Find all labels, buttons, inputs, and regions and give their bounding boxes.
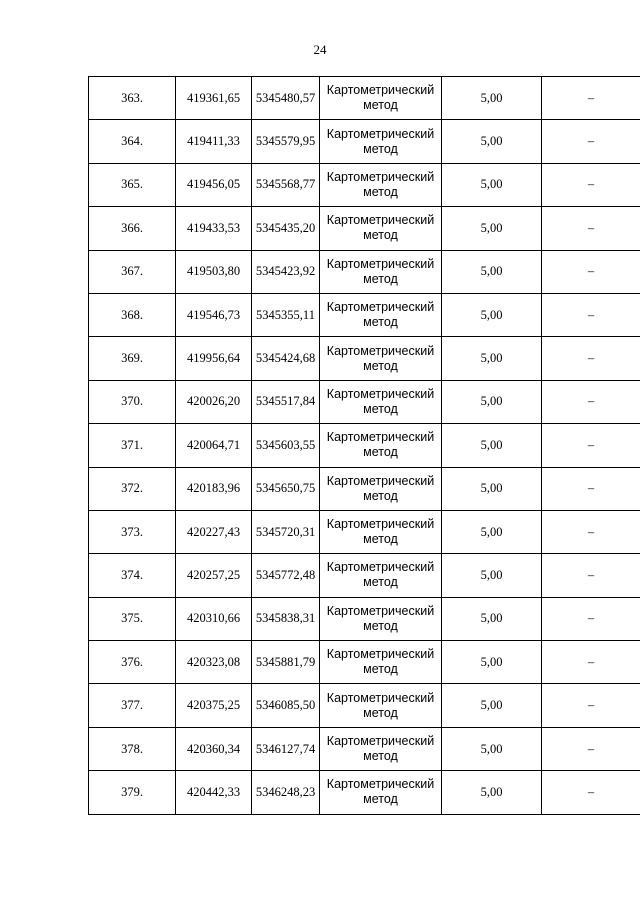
point-number-cell: 364. (89, 120, 176, 163)
method-line-1: Картометрический (326, 734, 435, 749)
method-line-1: Картометрический (326, 213, 435, 228)
x-coordinate-cell: 420323,08 (176, 641, 252, 684)
method-line-2: метод (363, 98, 398, 113)
point-number-cell: 369. (89, 337, 176, 380)
table-row (89, 597, 640, 640)
accuracy-cell: 5,00 (442, 727, 542, 770)
table-row (89, 380, 640, 423)
x-coordinate-cell: 420183,96 (176, 467, 252, 510)
table-row (89, 163, 640, 206)
accuracy-cell: 5,00 (442, 163, 542, 206)
method-cell (320, 424, 442, 467)
note-cell: – (542, 380, 640, 423)
table-row (89, 554, 640, 597)
point-number-cell: 370. (89, 380, 176, 423)
note-cell: – (542, 727, 640, 770)
method-line-2: метод (363, 401, 398, 416)
method-line-2: метод (363, 184, 398, 199)
method-cell (320, 684, 442, 727)
y-coordinate-cell: 5346127,74 (252, 727, 320, 770)
y-coordinate-cell: 5345603,55 (252, 424, 320, 467)
x-coordinate-cell: 419361,65 (176, 77, 252, 120)
table-row (89, 250, 640, 293)
point-number-cell: 377. (89, 684, 176, 727)
x-coordinate-cell: 419546,73 (176, 293, 252, 336)
method-line-2: метод (363, 358, 398, 373)
method-line-2: метод (363, 749, 398, 764)
table-row (89, 727, 640, 770)
method-line-1: Картометрический (326, 777, 435, 792)
accuracy-cell: 5,00 (442, 207, 542, 250)
method-cell (320, 727, 442, 770)
x-coordinate-cell: 420227,43 (176, 510, 252, 553)
method-cell (320, 510, 442, 553)
table-row (89, 207, 640, 250)
accuracy-cell: 5,00 (442, 337, 542, 380)
y-coordinate-cell: 5345772,48 (252, 554, 320, 597)
method-line-2: метод (363, 271, 398, 286)
accuracy-cell: 5,00 (442, 77, 542, 120)
method-line-1: Картометрический (326, 473, 435, 488)
method-cell (320, 77, 442, 120)
method-cell (320, 554, 442, 597)
method-line-2: метод (363, 445, 398, 460)
table-row (89, 293, 640, 336)
method-line-2: метод (363, 315, 398, 330)
point-number-cell: 379. (89, 771, 176, 814)
y-coordinate-cell: 5345480,57 (252, 77, 320, 120)
table-row (89, 77, 640, 120)
accuracy-cell: 5,00 (442, 120, 542, 163)
note-cell: – (542, 77, 640, 120)
method-line-1: Картометрический (326, 169, 435, 184)
note-cell: – (542, 163, 640, 206)
x-coordinate-cell: 419456,05 (176, 163, 252, 206)
accuracy-cell: 5,00 (442, 597, 542, 640)
note-cell: – (542, 207, 640, 250)
x-coordinate-cell: 420310,66 (176, 597, 252, 640)
y-coordinate-cell: 5346085,50 (252, 684, 320, 727)
point-number-cell: 378. (89, 727, 176, 770)
note-cell: – (542, 510, 640, 553)
y-coordinate-cell: 5345720,31 (252, 510, 320, 553)
x-coordinate-cell: 420064,71 (176, 424, 252, 467)
note-cell: – (542, 293, 640, 336)
y-coordinate-cell: 5345838,31 (252, 597, 320, 640)
method-line-1: Картометрический (326, 256, 435, 271)
note-cell: – (542, 120, 640, 163)
table-row (89, 641, 640, 684)
coordinates-table-body (89, 77, 640, 815)
table-row (89, 771, 640, 814)
accuracy-cell: 5,00 (442, 380, 542, 423)
method-line-2: метод (363, 488, 398, 503)
x-coordinate-cell: 419411,33 (176, 120, 252, 163)
note-cell: – (542, 771, 640, 814)
method-cell (320, 641, 442, 684)
method-cell (320, 467, 442, 510)
method-cell (320, 293, 442, 336)
y-coordinate-cell: 5346248,23 (252, 771, 320, 814)
point-number-cell: 375. (89, 597, 176, 640)
table-row (89, 684, 640, 727)
point-number-cell: 365. (89, 163, 176, 206)
method-cell (320, 250, 442, 293)
x-coordinate-cell: 420375,25 (176, 684, 252, 727)
method-line-1: Картометрический (326, 126, 435, 141)
note-cell: – (542, 641, 640, 684)
x-coordinate-cell: 420026,20 (176, 380, 252, 423)
table-row (89, 337, 640, 380)
x-coordinate-cell: 419433,53 (176, 207, 252, 250)
point-number-cell: 373. (89, 510, 176, 553)
method-line-1: Картометрический (326, 603, 435, 618)
method-line-1: Картометрический (326, 300, 435, 315)
table-row (89, 467, 640, 510)
accuracy-cell: 5,00 (442, 250, 542, 293)
point-number-cell: 366. (89, 207, 176, 250)
point-number-cell: 368. (89, 293, 176, 336)
method-cell (320, 597, 442, 640)
method-cell (320, 771, 442, 814)
accuracy-cell: 5,00 (442, 771, 542, 814)
y-coordinate-cell: 5345424,68 (252, 337, 320, 380)
y-coordinate-cell: 5345579,95 (252, 120, 320, 163)
method-cell (320, 337, 442, 380)
note-cell: – (542, 597, 640, 640)
method-line-2: метод (363, 792, 398, 807)
method-line-1: Картометрический (326, 83, 435, 98)
note-cell: – (542, 684, 640, 727)
accuracy-cell: 5,00 (442, 424, 542, 467)
table-row (89, 120, 640, 163)
x-coordinate-cell: 420442,33 (176, 771, 252, 814)
point-number-cell: 374. (89, 554, 176, 597)
y-coordinate-cell: 5345568,77 (252, 163, 320, 206)
point-number-cell: 371. (89, 424, 176, 467)
note-cell: – (542, 250, 640, 293)
x-coordinate-cell: 420257,25 (176, 554, 252, 597)
x-coordinate-cell: 419956,64 (176, 337, 252, 380)
point-number-cell: 376. (89, 641, 176, 684)
method-line-1: Картометрический (326, 560, 435, 575)
accuracy-cell: 5,00 (442, 641, 542, 684)
accuracy-cell: 5,00 (442, 467, 542, 510)
x-coordinate-cell: 419503,80 (176, 250, 252, 293)
coordinates-table (88, 76, 640, 815)
point-number-cell: 367. (89, 250, 176, 293)
method-line-1: Картометрический (326, 647, 435, 662)
note-cell: – (542, 424, 640, 467)
y-coordinate-cell: 5345355,11 (252, 293, 320, 336)
method-line-2: метод (363, 532, 398, 547)
y-coordinate-cell: 5345517,84 (252, 380, 320, 423)
method-line-1: Картометрический (326, 430, 435, 445)
method-line-1: Картометрический (326, 343, 435, 358)
point-number-cell: 363. (89, 77, 176, 120)
point-number-cell: 372. (89, 467, 176, 510)
method-line-2: метод (363, 575, 398, 590)
y-coordinate-cell: 5345650,75 (252, 467, 320, 510)
y-coordinate-cell: 5345881,79 (252, 641, 320, 684)
accuracy-cell: 5,00 (442, 293, 542, 336)
method-line-2: метод (363, 228, 398, 243)
method-line-2: метод (363, 141, 398, 156)
method-line-1: Картометрический (326, 690, 435, 705)
accuracy-cell: 5,00 (442, 684, 542, 727)
method-cell (320, 207, 442, 250)
note-cell: – (542, 467, 640, 510)
method-line-2: метод (363, 662, 398, 677)
note-cell: – (542, 554, 640, 597)
method-cell (320, 163, 442, 206)
method-line-1: Картометрический (326, 386, 435, 401)
page-number: 24 (313, 42, 327, 57)
method-cell (320, 120, 442, 163)
method-line-1: Картометрический (326, 517, 435, 532)
x-coordinate-cell: 420360,34 (176, 727, 252, 770)
method-line-2: метод (363, 705, 398, 720)
note-cell: – (542, 337, 640, 380)
accuracy-cell: 5,00 (442, 554, 542, 597)
method-cell (320, 380, 442, 423)
table-row (89, 424, 640, 467)
table-row (89, 510, 640, 553)
accuracy-cell: 5,00 (442, 510, 542, 553)
method-line-2: метод (363, 618, 398, 633)
y-coordinate-cell: 5345423,92 (252, 250, 320, 293)
y-coordinate-cell: 5345435,20 (252, 207, 320, 250)
